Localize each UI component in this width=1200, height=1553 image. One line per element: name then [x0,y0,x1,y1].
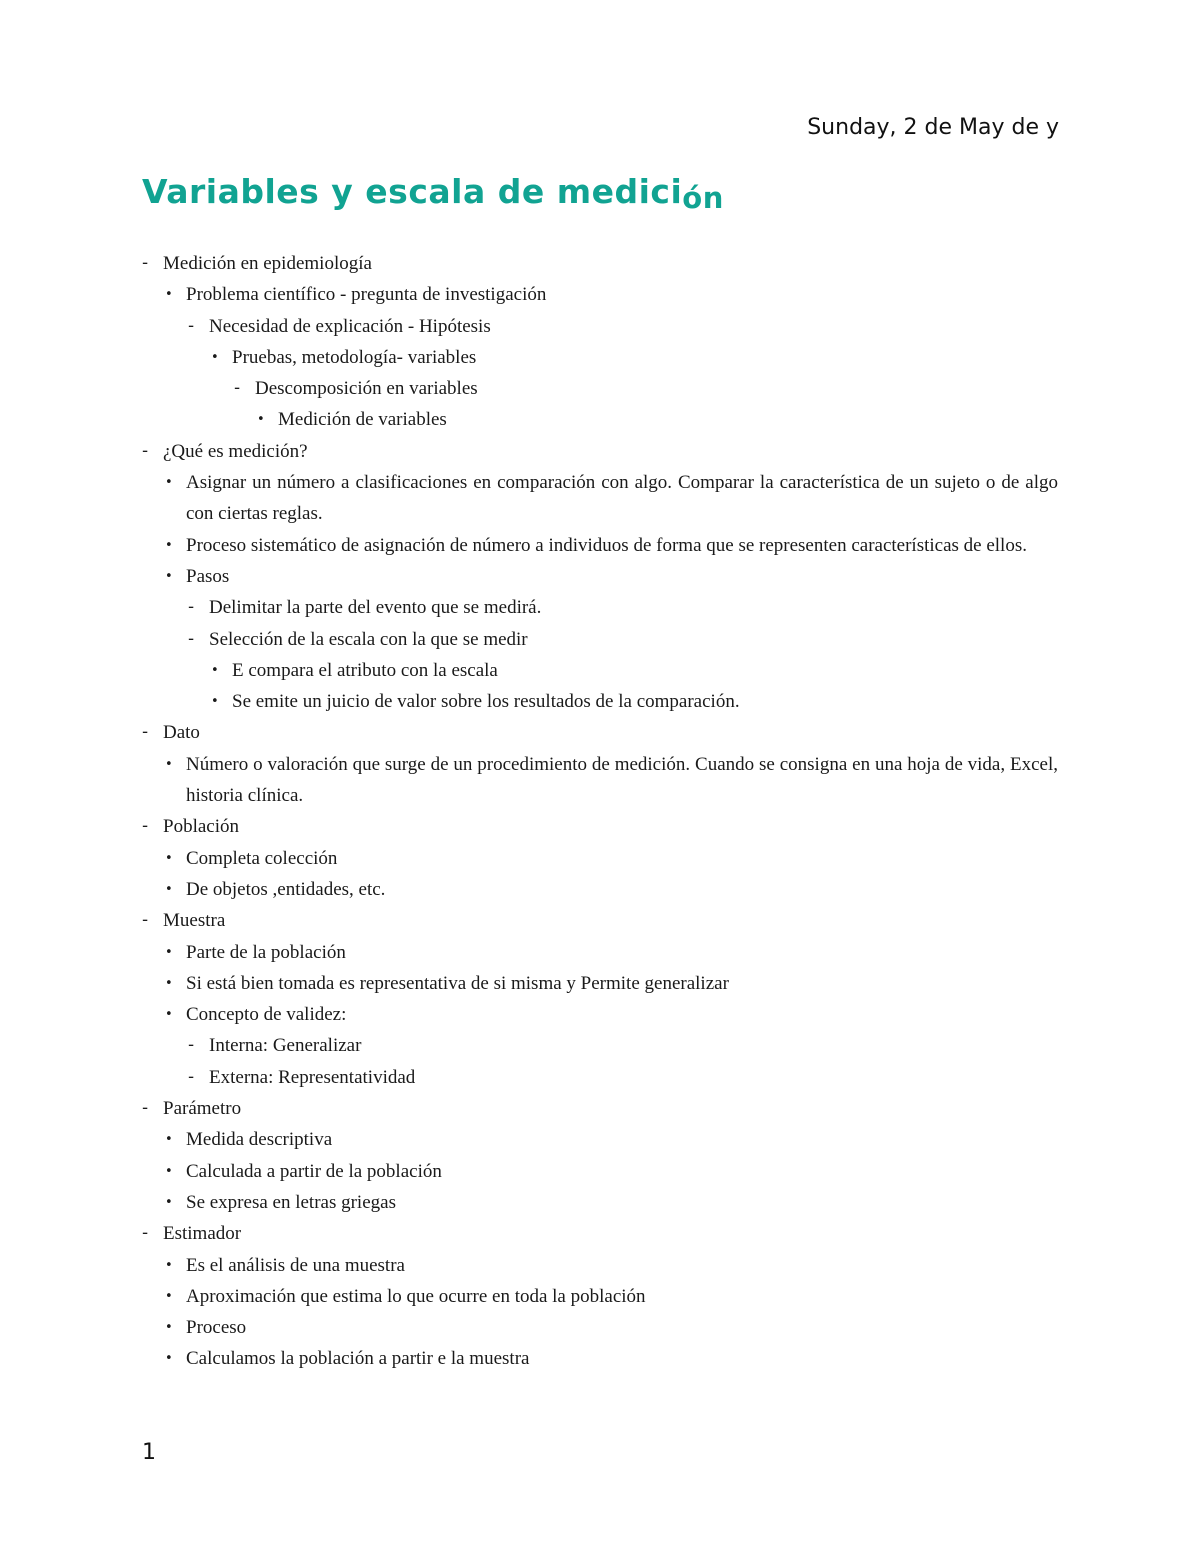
bullet-marker: • [165,881,173,897]
outline-item-text: Población [163,816,239,838]
dash-marker: - [142,253,149,273]
outline-item-text: De objetos ,entidades, etc. [186,878,386,900]
outline-item [142,561,1058,592]
outline-item-text: Asignar un número a clasificaciones en comparación con algo. Comparar la característica de un sujeto o de algo con ciertas reglas. [186,472,1058,525]
outline-item [142,1312,1058,1343]
outline-item-text: Parámetro [163,1098,242,1120]
outline-item-text: Muestra [163,910,226,932]
dash-marker: - [188,1035,195,1056]
outline-item [142,624,1058,655]
outline-item [142,1218,1058,1249]
outline-item [142,467,1058,530]
outline-item [142,937,1058,968]
dash-marker: - [142,722,149,743]
outline-item [142,1187,1058,1218]
outline-item-text: Calculamos la población a partir e la muestra [186,1348,530,1370]
outline-item [142,749,1058,812]
bullet-marker: • [165,1288,173,1304]
dash-marker: - [234,378,241,399]
dash-marker: - [142,910,149,931]
page-number: 1 [142,1440,156,1465]
outline-item-text: Completa colección [186,847,338,869]
outline-item [142,686,1058,717]
page-title [142,172,724,215]
document-date: Sunday, 2 de May de y [807,115,1059,140]
outline-item [142,999,1058,1030]
outline-item [142,1030,1058,1061]
outline-item-text: Delimitar la parte del evento que se medirá. [209,597,542,619]
outline-item-text: Pasos [186,565,230,587]
outline-item-text: Necesidad de explicación - Hipótesis [209,315,491,337]
outline-item [142,1156,1058,1187]
outline-item [142,1250,1058,1281]
outline-item-text: Es el análisis de una muestra [186,1254,405,1276]
outline-item-text: Proceso sistemático de asignación de número a individuos de forma que se representen características de ellos. [186,534,1027,556]
outline-item [142,404,1058,435]
outline-item-text: Pruebas, metodología- variables [232,346,477,368]
outline-item [142,1281,1058,1312]
outline-item [142,436,1058,467]
outline-item [142,342,1058,373]
dash-marker: - [142,1098,149,1119]
bullet-marker: • [165,1163,173,1179]
outline-item [142,655,1058,686]
bullet-marker: • [165,1351,173,1367]
dash-marker: - [188,628,195,649]
dash-marker: - [188,1066,195,1087]
outline-item-text: Si está bien tomada es representativa de si misma y Permite generalizar [186,972,729,994]
bullet-marker: • [165,1320,173,1336]
outline-item [142,843,1058,874]
bullet-marker: • [257,412,265,428]
dash-marker: - [188,597,195,618]
outline-item-text: ¿Qué es medición? [163,440,308,462]
outline-item-text: Parte de la población [186,941,346,963]
outline-item [142,530,1058,561]
bullet-marker: • [165,1194,173,1210]
outline-item-text: Se expresa en letras griegas [186,1191,396,1213]
title-main: Variables y escala de medici [142,172,683,211]
outline-item [142,1343,1058,1374]
outline-item [142,811,1058,842]
outline-item [142,592,1058,623]
title-tail: ón [682,181,724,215]
bullet-marker: • [211,349,219,365]
bullet-marker: • [165,1132,173,1148]
outline-item [142,1062,1058,1093]
bullet-marker: • [165,537,173,553]
bullet-marker: • [165,287,173,303]
outline-item [142,373,1058,404]
outline-item-text: Dato [163,722,200,744]
outline-item-text: Medida descriptiva [186,1129,333,1151]
outline-item [142,968,1058,999]
bullet-marker: • [165,475,173,491]
bullet-marker: • [165,1007,173,1023]
outline-item [142,1124,1058,1155]
outline-item [142,248,1058,279]
bullet-marker: • [165,850,173,866]
bullet-marker: • [165,1257,173,1273]
outline-item-text: Problema científico - pregunta de investigación [186,284,547,306]
outline-item-text: Estimador [163,1223,242,1245]
bullet-marker: • [165,944,173,960]
outline-item-text: E compara el atributo con la escala [232,659,498,681]
outline-item-text: Medición de variables [278,409,447,431]
outline-item [142,279,1058,310]
outline-list [142,248,1058,1375]
outline-item-text: Concepto de validez: [186,1004,347,1026]
bullet-marker: • [165,568,173,584]
outline-item [142,874,1058,905]
bullet-marker: • [211,694,219,710]
outline-item [142,717,1058,748]
outline-item [142,311,1058,342]
dash-marker: - [142,1223,149,1244]
outline-item-text: Aproximación que estima lo que ocurre en toda la población [186,1285,646,1307]
outline-item [142,905,1058,936]
outline-item-text: Número o valoración que surge de un procedimiento de medición. Cuando se consigna en una hoja de vida, Excel, historia clínica. [186,753,1058,807]
outline-item-text: Se emite un juicio de valor sobre los resultados de la comparación. [232,691,740,713]
outline-item-text: Proceso [186,1317,247,1339]
dash-marker: - [142,440,149,461]
bullet-marker: • [211,662,219,678]
outline-item-text: Descomposición en variables [255,378,478,400]
outline-item-text: Selección de la escala con la que se medir [209,628,528,650]
bullet-marker: • [165,756,173,772]
outline-item-text: Externa: Representatividad [209,1066,416,1088]
dash-marker: - [188,315,195,336]
outline-item-text: Interna: Generalizar [209,1035,362,1057]
bullet-marker: • [165,975,173,991]
outline-item-text: Medición en epidemiología [163,253,372,274]
outline-item [142,1093,1058,1124]
dash-marker: - [142,816,149,837]
outline-item-text: Calculada a partir de la población [186,1160,442,1182]
